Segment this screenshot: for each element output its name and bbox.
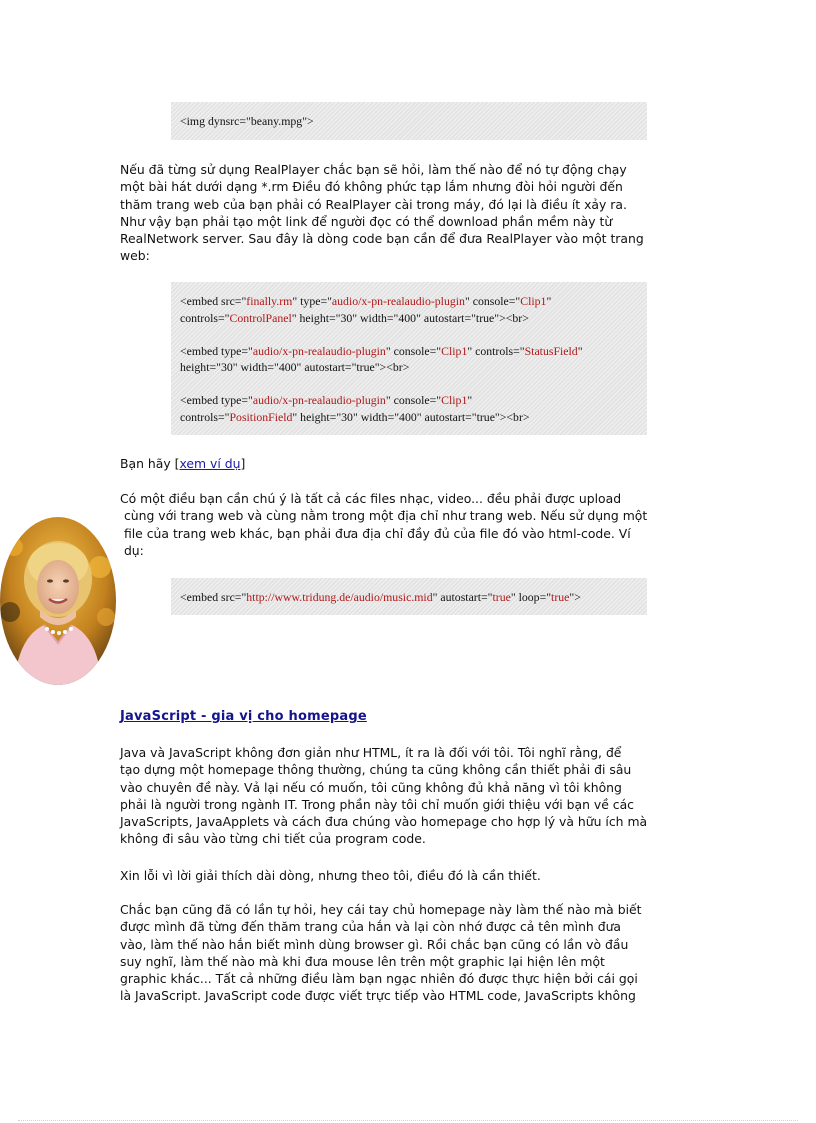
code-line: controls="PositionField" height="30" width="400" autostart="true"><br> <box>180 409 530 424</box>
section-heading-javascript[interactable]: JavaScript - gia vị cho homepage <box>120 709 367 724</box>
example-link[interactable]: xem ví dụ <box>179 456 241 471</box>
text-line: suy nghĩ, làm thế nào mà khi đưa mouse lên trên một graphic lại hiện lên một <box>120 953 605 969</box>
text-line: cùng với trang web và cùng nằm trong một địa chỉ như trang web. Nếu sử dụng một <box>120 508 648 524</box>
javascript-paragraph-1 <box>120 744 705 848</box>
code-line: <embed type="audio/x-pn-realaudio-plugin" console="Clip1" <box>180 393 473 407</box>
text-line: không đi sâu vào từng chi tiết của program code. <box>120 831 426 847</box>
text-line: thăm trang web của bạn phải có RealPlayer cài trong máy, đó lại là điều ít xảy ra. <box>120 196 627 212</box>
try-example-line: Bạn hãy [xem ví dụ] <box>120 456 246 471</box>
code-line: height="30" width="400" autostart="true"><br> <box>180 360 410 374</box>
text-line: JavaScripts, JavaApplets và cách đưa chúng vào homepage cho hợp lý và hữu ích mà <box>120 814 648 830</box>
page-bottom-divider <box>18 1120 798 1121</box>
code-line: controls="ControlPanel" height="30" width="400" autostart="true"><br> <box>180 310 529 325</box>
text-line: Như vậy bạn phải tạo một link để người đọc có thể download phần mềm này từ <box>120 213 613 229</box>
code-line: <embed type="audio/x-pn-realaudio-plugin" console="Clip1" controls="StatusField" <box>180 343 583 358</box>
text-line: một bài hát dưới dạng *.rm Điều đó không phức tạp lắm nhưng đòi hỏi người đến <box>120 179 623 195</box>
code-line: <embed src="finally.rm" type="audio/x-pn-realaudio-plugin" console="Clip1" <box>180 294 552 308</box>
code-line: <embed src="http://www.tridung.de/audio/music.mid" autostart="true" loop="true"> <box>180 590 581 604</box>
text-line: Java và JavaScript không đơn giản như HTML, ít ra là đối với tôi. Tôi nghĩ rằng, để <box>120 745 622 760</box>
code-line: <img dynsrc="beany.mpg"> <box>180 114 314 128</box>
portrait-photo <box>0 517 116 685</box>
code-box-embed-url <box>171 578 647 615</box>
text-line: RealNetwork server. Sau đây là dòng code bạn cần để đưa RealPlayer vào một trang <box>120 231 644 247</box>
code-box-img-dynsrc <box>171 102 647 140</box>
javascript-paragraph-3 <box>120 901 705 1005</box>
text-line: vào, làm thế nào hắn biết mình dùng browser gì. Rồi chắc bạn cũng có lần vò đầu <box>120 936 629 952</box>
upload-paragraph <box>120 490 705 559</box>
javascript-paragraph-2: Xin lỗi vì lời giải thích dài dòng, nhưng theo tôi, điều đó là cần thiết. <box>120 868 541 883</box>
text-line: graphic khác... Tất cả những điều làm bạn ngạc nhiên đó được thực hiện bởi cái gọi <box>120 971 638 987</box>
text-line: Chắc bạn cũng đã có lần tự hỏi, hey cái tay chủ homepage này làm thế nào mà biết <box>120 902 642 917</box>
text-line: phải là người trong ngành IT. Trong phần này tôi chỉ muốn giới thiệu với bạn về các <box>120 796 634 812</box>
text-line: Có một điều bạn cần chú ý là tất cả các files nhạc, video... đều phải được upload <box>120 491 622 506</box>
text-line: file của trang web khác, bạn phải đưa địa chỉ đầy đủ của file đó vào html-code. Ví <box>120 525 631 541</box>
text-line: tạo dựng một homepage thông thường, chúng ta cũng không cần thiết phải đi sâu <box>120 762 632 778</box>
text-line: là JavaScript. JavaScript code được viết trực tiếp vào HTML code, JavaScripts không <box>120 988 636 1004</box>
text-line: web: <box>120 248 150 264</box>
code-box-embed-realplayer <box>171 282 647 435</box>
text-line: vào chuyên đề này. Vả lại nếu có muốn, tôi cũng không đủ khả năng vì tôi không <box>120 779 622 795</box>
text-line: Nếu đã từng sử dụng RealPlayer chắc bạn sẽ hỏi, làm thế nào để nó tự động chạy <box>120 162 627 177</box>
intro-paragraph <box>120 161 705 265</box>
text-line: được mình đã từng đến thăm trang của hắn và lại còn nhớ được cả tên mình đưa <box>120 919 622 935</box>
text-line: dụ: <box>120 542 144 558</box>
